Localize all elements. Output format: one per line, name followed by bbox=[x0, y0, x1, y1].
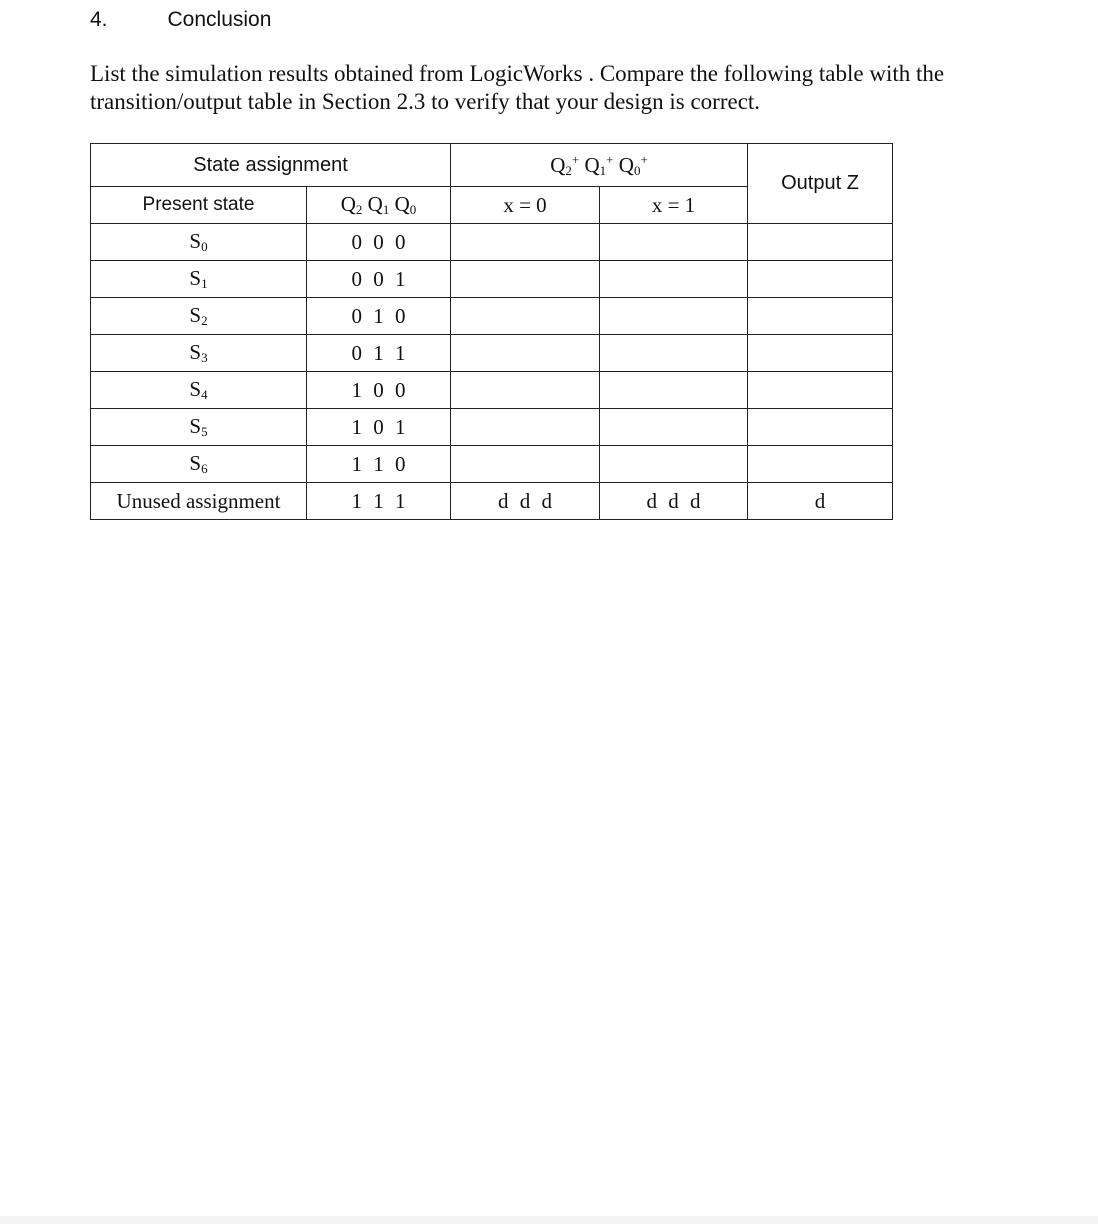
next-x1-cell bbox=[600, 298, 748, 335]
next-x1-cell bbox=[600, 335, 748, 372]
output-cell bbox=[748, 409, 893, 446]
output-cell bbox=[748, 224, 893, 261]
x1-header: x = 1 bbox=[600, 187, 748, 224]
next-x0-cell bbox=[451, 335, 600, 372]
next-x0-cell bbox=[451, 372, 600, 409]
state-cell: $S_2$ bbox=[91, 298, 307, 335]
bits-cell: 1 0 0 bbox=[307, 372, 451, 409]
state-cell: Unused assignment bbox=[91, 483, 307, 520]
next-x0-cell bbox=[451, 409, 600, 446]
output-cell bbox=[748, 298, 893, 335]
state-cell: $S_4$ bbox=[91, 372, 307, 409]
table-row bbox=[91, 261, 893, 298]
bits-cell: 0 0 1 bbox=[307, 261, 451, 298]
table-row bbox=[91, 409, 893, 446]
intro-line-2: transition/output table in Section 2.3 to verify that your design is correct. bbox=[90, 89, 761, 114]
table-row bbox=[91, 335, 893, 372]
output-cell bbox=[748, 372, 893, 409]
output-cell bbox=[748, 446, 893, 483]
output-cell: d bbox=[748, 483, 893, 520]
state-cell: $S_6$ bbox=[91, 446, 307, 483]
state-cell: $S_5$ bbox=[91, 409, 307, 446]
next-x1-cell: d d d bbox=[600, 483, 748, 520]
table-row bbox=[91, 298, 893, 335]
bits-cell: 0 1 1 bbox=[307, 335, 451, 372]
page-bottom-strip bbox=[0, 1216, 1098, 1224]
next-x0-cell bbox=[451, 298, 600, 335]
next-x1-cell bbox=[600, 224, 748, 261]
bits-cell: 0 1 0 bbox=[307, 298, 451, 335]
next-x1-cell bbox=[600, 372, 748, 409]
next-x1-cell bbox=[600, 409, 748, 446]
table-row bbox=[91, 446, 893, 483]
next-x1-cell bbox=[600, 446, 748, 483]
output-cell bbox=[748, 335, 893, 372]
state-cell: $S_3$ bbox=[91, 335, 307, 372]
present-state-header: Present state bbox=[91, 187, 307, 224]
output-cell bbox=[748, 261, 893, 298]
next-x0-cell: d d d bbox=[451, 483, 600, 520]
state-cell: $S_1$ bbox=[91, 261, 307, 298]
next-x0-cell bbox=[451, 261, 600, 298]
next-x0-cell bbox=[451, 224, 600, 261]
state-cell: $S_0$ bbox=[91, 224, 307, 261]
output-z-header: Output Z bbox=[748, 144, 893, 224]
next-state-header: $Q_2^+$ $Q_1^+$ $Q_0^+$ bbox=[451, 144, 748, 187]
state-assignment-header: State assignment bbox=[91, 144, 451, 187]
bits-cell: 1 1 1 bbox=[307, 483, 451, 520]
bits-header: $Q_2$ $Q_1$ $Q_0$ bbox=[307, 187, 451, 224]
table-row bbox=[91, 372, 893, 409]
table-row bbox=[91, 224, 893, 261]
section-number: 4. bbox=[90, 8, 108, 31]
section-heading bbox=[90, 6, 271, 32]
table-row bbox=[91, 483, 893, 520]
next-x0-cell bbox=[451, 446, 600, 483]
bits-cell: 1 0 1 bbox=[307, 409, 451, 446]
bits-cell: 1 1 0 bbox=[307, 446, 451, 483]
transition-output-table bbox=[90, 143, 893, 520]
x0-header: x = 0 bbox=[451, 187, 600, 224]
intro-line-1: List the simulation results obtained from LogicWorks . Compare the following table with the bbox=[90, 61, 945, 86]
intro-paragraph bbox=[90, 60, 1050, 116]
next-x1-cell bbox=[600, 261, 748, 298]
table-header-row-1 bbox=[91, 144, 893, 187]
bits-cell: 0 0 0 bbox=[307, 224, 451, 261]
section-title: Conclusion bbox=[167, 8, 272, 31]
